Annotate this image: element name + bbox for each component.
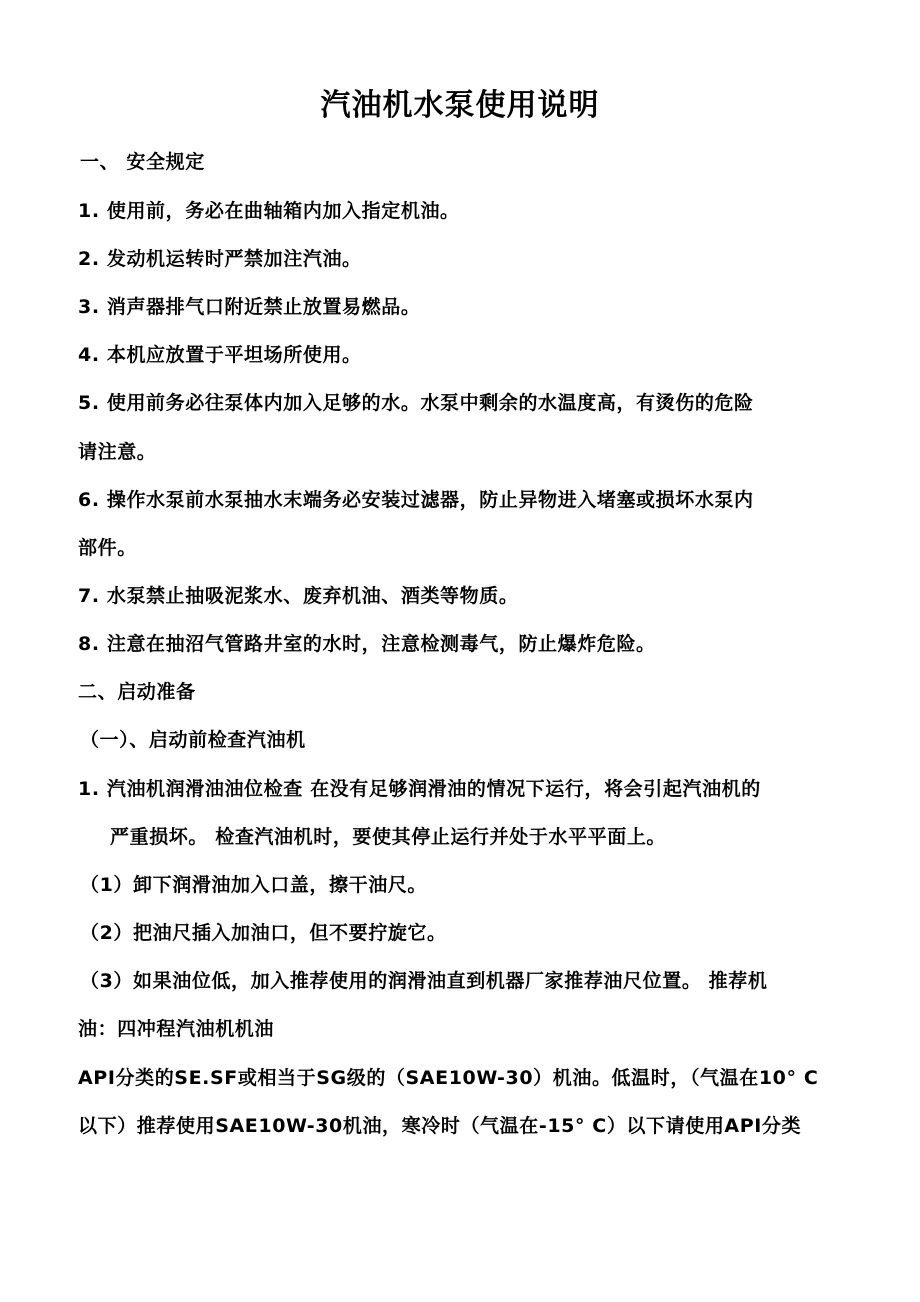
paragraph-line: （3）如果油位低，加入推荐使用的润滑油直到机器厂家推荐油尺位置。 推荐机 (80, 970, 768, 992)
paragraph-line: 5. 使用前务必往泵体内加入足够的水。水泵中剩余的水温度高，有烫伤的危险 (78, 392, 754, 414)
paragraph-line: 1. 使用前，务必在曲轴箱内加入指定机油。 (78, 200, 460, 222)
section-heading-startup: 二、启动准备 (78, 681, 196, 703)
paragraph-line: 8. 注意在抽沼气管路井室的水时，注意检测毒气，防止爆炸危险。 (78, 633, 656, 655)
paragraph-line: 油：四冲程汽油机机油 (78, 1018, 275, 1040)
paragraph-line: 3. 消声器排气口附近禁止放置易燃品。 (78, 296, 421, 318)
paragraph-line: API分类的SE.SF或相当于SG级的（SAE10W-30）机油。低温时，（气温在10° C (78, 1067, 819, 1089)
section-heading-safety: 一、 安全规定 (80, 151, 205, 173)
paragraph-line: 请注意。 (78, 441, 157, 463)
paragraph-line: 严重损坏。 检查汽油机时，要使其停止运行并处于水平平面上。 (110, 826, 667, 848)
paragraph-line: 以下）推荐使用SAE10W-30机油，寒冷时（气温在-15° C）以下请使用API分类 (78, 1115, 802, 1137)
paragraph-line: 4. 本机应放置于平坦场所使用。 (78, 344, 362, 366)
paragraph-line: 2. 发动机运转时严禁加注汽油。 (78, 248, 362, 270)
paragraph-line: （1）卸下润滑油加入口盖，擦干油尺。 (80, 874, 428, 896)
paragraph-line: 部件。 (78, 537, 137, 559)
subsection-heading: （一）、启动前检查汽油机 (80, 729, 306, 751)
paragraph-line: 1. 汽油机润滑油油位检查 在没有足够润滑油的情况下运行，将会引起汽油机的 (78, 778, 761, 800)
paragraph-line: 6. 操作水泵前水泵抽水末端务必安装过滤器，防止异物进入堵塞或损坏水泵内 (78, 489, 754, 511)
document-title: 汽油机水泵使用说明 (320, 88, 600, 123)
paragraph-line: 7. 水泵禁止抽吸泥浆水、废弃机油、酒类等物质。 (78, 585, 519, 607)
paragraph-line: （2）把油尺插入加油口，但不要拧旋它。 (80, 922, 447, 944)
